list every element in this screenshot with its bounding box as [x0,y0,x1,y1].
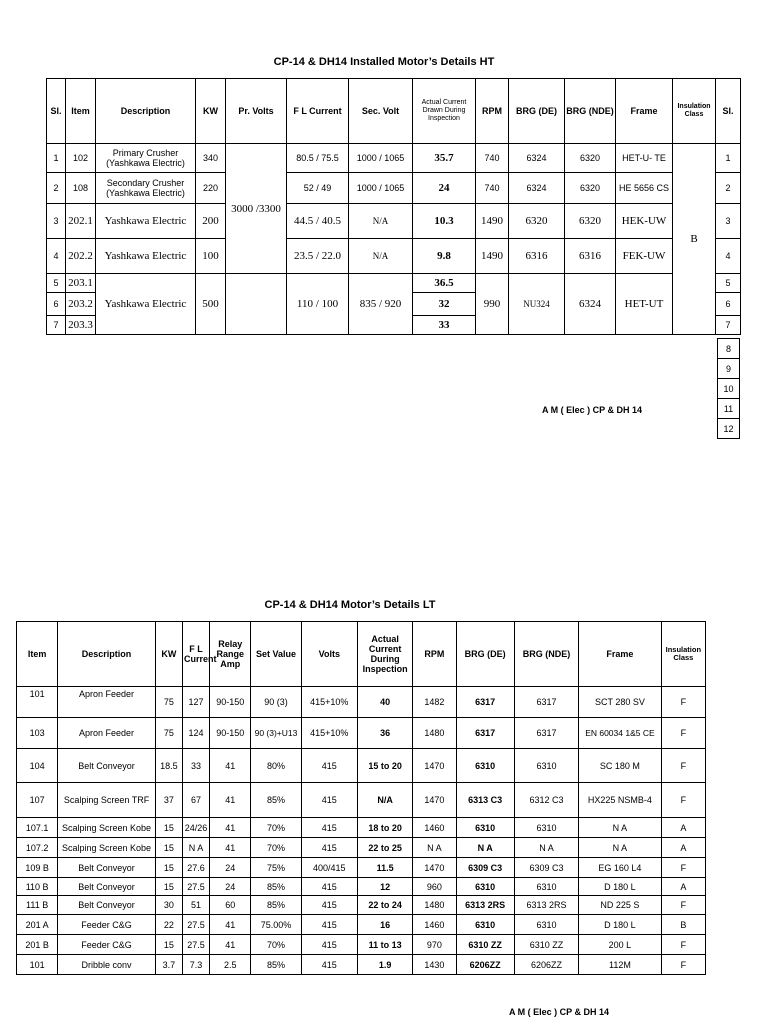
actual-current-cell: 36.5 [413,274,476,293]
fl-current-cell: 124 [182,718,209,749]
brg-nde-cell: 6310 [514,749,578,783]
sl-cell: 2 [47,173,66,204]
frame-cell: EG 160 L4 [579,858,661,878]
table-row [17,915,706,935]
actual-current-cell: 12 [357,878,412,896]
sl-right-cell: 9 [718,359,740,379]
actual-current-cell: 36 [357,718,412,749]
table-row [47,274,741,293]
item-cell: 201 B [17,935,58,955]
rpm-cell: 1482 [413,687,456,718]
lt-header-description: Description [58,622,156,687]
brg-nde-cell: 6310 [514,878,578,896]
actual-current-cell: 16 [357,915,412,935]
lt-header-kw: KW [155,622,182,687]
fl-current-cell: 127 [182,687,209,718]
sl-cell: 1 [47,144,66,173]
sec-volt-cell: 1000 / 1065 [349,173,413,204]
brg-nde-cell: 6317 [514,718,578,749]
brg-de-cell: 6310 [456,749,514,783]
rpm-cell: 1470 [413,749,456,783]
actual-current-cell: 22 to 25 [357,838,412,858]
item-cell: 203.2 [66,293,96,316]
fl-current-cell: 33 [182,749,209,783]
insulation-cell: F [661,935,705,955]
ht-header-item: Item [66,79,96,144]
kw-cell: 37 [155,783,182,818]
brg-de-cell: 6320 [509,204,565,239]
relay-range-cell: 24 [210,858,251,878]
item-cell: 203.1 [66,274,96,293]
lt-header-insulation: Insulation Class [661,622,705,687]
kw-cell: 100 [196,239,226,274]
actual-current-cell: 35.7 [413,144,476,173]
insulation-cell: F [661,687,705,718]
insulation-cell: F [661,896,705,915]
table-row [17,749,706,783]
insulation-class-cell: B [673,144,716,335]
lt-header-rpm: RPM [413,622,456,687]
volts-cell: 415 [301,749,357,783]
frame-cell: HET-UT [616,274,673,335]
description-cell: Scalping Screen TRF [58,783,156,818]
sl-right-cell: 6 [716,293,741,316]
kw-cell: 22 [155,915,182,935]
actual-current-cell: 40 [357,687,412,718]
fl-current-cell: 7.3 [182,955,209,975]
description-cell: Belt Conveyor [58,858,156,878]
brg-nde-cell: 6310 [514,915,578,935]
actual-current-cell: 22 to 24 [357,896,412,915]
set-value-cell: 70% [251,818,301,838]
sl-cell: 5 [47,274,66,293]
kw-cell: 75 [155,718,182,749]
rpm-cell: 1490 [476,204,509,239]
item-cell: 202.2 [66,239,96,274]
description-cell: Yashkawa Electric [96,274,196,335]
actual-current-cell: 11 to 13 [357,935,412,955]
table-row [17,838,706,858]
brg-nde-cell: 6312 C3 [514,783,578,818]
insulation-cell: F [661,749,705,783]
description-cell: Yashkawa Electric [96,204,196,239]
rpm-cell: 1460 [413,915,456,935]
kw-cell: 15 [155,935,182,955]
insulation-cell: A [661,878,705,896]
fl-current-cell: 110 / 100 [287,274,349,335]
item-cell: 104 [17,749,58,783]
frame-cell: FEK-UW [616,239,673,274]
table-row [17,878,706,896]
relay-range-cell: 41 [210,838,251,858]
frame-cell: HE 5656 CS [616,173,673,204]
sl-right-cell: 10 [718,379,740,399]
brg-de-cell: 6313 C3 [456,783,514,818]
description-cell: Scalping Screen Kobe [58,818,156,838]
table-row [47,173,741,204]
set-value-cell: 70% [251,935,301,955]
actual-current-cell: 10.3 [413,204,476,239]
fl-current-cell: 23.5 / 22.0 [287,239,349,274]
lt-table-title: CP-14 & DH14 Motor’s Details LT [264,599,436,611]
brg-de-cell: 6317 [456,687,514,718]
table-row [17,818,706,838]
item-cell: 107.1 [17,818,58,838]
brg-nde-cell: 6316 [565,239,616,274]
ht-header-frame: Frame [616,79,673,144]
frame-cell: N A [579,818,661,838]
brg-de-cell: 6310 ZZ [456,935,514,955]
sl-right-cell: 4 [716,239,741,274]
frame-cell: ND 225 S [579,896,661,915]
lt-header-row [17,622,706,687]
sl-cell: 4 [47,239,66,274]
volts-cell: 415 [301,783,357,818]
sl-right-cell: 12 [718,419,740,439]
relay-range-cell: 41 [210,783,251,818]
ht-header-brg-nde: BRG (NDE) [565,79,616,144]
lt-header-actual-current: Actual Current During Inspection [357,622,412,687]
item-cell: 201 A [17,915,58,935]
insulation-cell: F [661,718,705,749]
brg-nde-cell: 6320 [565,204,616,239]
brg-de-cell: 6313 2RS [456,896,514,915]
set-value-cell: 70% [251,838,301,858]
kw-cell: 18.5 [155,749,182,783]
rpm-cell: N A [413,838,456,858]
table-row [47,144,741,173]
relay-range-cell: 90-150 [210,687,251,718]
description-cell: Feeder C&G [58,915,156,935]
item-cell: 111 B [17,896,58,915]
insulation-cell: F [661,783,705,818]
item-cell: 103 [17,718,58,749]
fl-current-cell: 27.5 [182,915,209,935]
rpm-cell: 1480 [413,718,456,749]
volts-cell: 415 [301,915,357,935]
relay-range-cell: 41 [210,818,251,838]
set-value-cell: 85% [251,955,301,975]
table-row [17,718,706,749]
actual-current-cell: 33 [413,316,476,335]
set-value-cell: 90 (3) [251,687,301,718]
item-cell: 109 B [17,858,58,878]
kw-cell: 75 [155,687,182,718]
kw-cell: 200 [196,204,226,239]
table-row [17,955,706,975]
brg-de-cell: 6310 [456,915,514,935]
table-row [17,896,706,915]
insulation-cell: A [661,838,705,858]
description-cell: Apron Feeder [58,687,156,718]
frame-cell: D 180 L [579,878,661,896]
brg-nde-cell: 6310 ZZ [514,935,578,955]
sec-volt-cell: N/A [349,239,413,274]
sl-right-cell: 11 [718,399,740,419]
insulation-cell: A [661,818,705,838]
actual-current-cell: 32 [413,293,476,316]
brg-de-cell: 6309 C3 [456,858,514,878]
item-cell: 203.3 [66,316,96,335]
actual-current-cell: 18 to 20 [357,818,412,838]
lt-header-item: Item [17,622,58,687]
sec-volt-cell: N/A [349,204,413,239]
volts-cell: 415+10% [301,718,357,749]
lt-table-body [17,687,706,975]
pr-volts-blank-cell [226,274,287,335]
fl-current-cell: 24/26 [182,818,209,838]
lt-header-fl-current: F L Current [182,622,209,687]
frame-cell: HET-U- TE [616,144,673,173]
fl-current-cell: 27.5 [182,935,209,955]
sl-cell: 3 [47,204,66,239]
brg-nde-cell: 6206ZZ [514,955,578,975]
rpm-cell: 960 [413,878,456,896]
description-cell: Primary Crusher (Yashkawa Electric) [96,144,196,173]
brg-de-cell: 6324 [509,144,565,173]
item-cell: 110 B [17,878,58,896]
frame-cell: D 180 L [579,915,661,935]
kw-cell: 340 [196,144,226,173]
insulation-cell: F [661,858,705,878]
sec-volt-cell: 1000 / 1065 [349,144,413,173]
lt-header-brg-nde: BRG (NDE) [514,622,578,687]
volts-cell: 415 [301,955,357,975]
brg-de-cell: NU324 [509,274,565,335]
frame-cell: SC 180 M [579,749,661,783]
frame-cell: SCT 280 SV [579,687,661,718]
relay-range-cell: 41 [210,915,251,935]
brg-de-cell: 6317 [456,718,514,749]
description-cell: Belt Conveyor [58,749,156,783]
ht-header-sl: Sl. [47,79,66,144]
rpm-cell: 740 [476,144,509,173]
item-cell: 101 [17,955,58,975]
sec-volt-cell: 835 / 920 [349,274,413,335]
volts-cell: 415 [301,935,357,955]
set-value-cell: 80% [251,749,301,783]
kw-cell: 15 [155,858,182,878]
brg-nde-cell: 6313 2RS [514,896,578,915]
ht-header-sec-volt: Sec. Volt [349,79,413,144]
lt-header-frame: Frame [579,622,661,687]
relay-range-cell: 2.5 [210,955,251,975]
brg-de-cell: 6316 [509,239,565,274]
ht-extra-sl-column [717,338,740,439]
item-cell: 107.2 [17,838,58,858]
sl-right-cell: 5 [716,274,741,293]
brg-de-cell: 6206ZZ [456,955,514,975]
brg-nde-cell: 6317 [514,687,578,718]
frame-cell: N A [579,838,661,858]
table-row [17,935,706,955]
brg-de-cell: N A [456,838,514,858]
fl-current-cell: 52 / 49 [287,173,349,204]
ht-signature-note: A M ( Elec ) CP & DH 14 [542,405,643,415]
set-value-cell: 75% [251,858,301,878]
brg-de-cell: 6324 [509,173,565,204]
table-row [17,687,706,718]
volts-cell: 415+10% [301,687,357,718]
item-cell: 202.1 [66,204,96,239]
item-cell: 107 [17,783,58,818]
brg-de-cell: 6310 [456,818,514,838]
description-cell: Apron Feeder [58,718,156,749]
frame-cell: 112M [579,955,661,975]
set-value-cell: 85% [251,896,301,915]
actual-current-cell: 1.9 [357,955,412,975]
fl-current-cell: 27.6 [182,858,209,878]
set-value-cell: 75.00% [251,915,301,935]
item-cell: 101 [17,687,58,718]
sl-right-cell: 2 [716,173,741,204]
kw-cell: 500 [196,274,226,335]
kw-cell: 30 [155,896,182,915]
description-cell: Scalping Screen Kobe [58,838,156,858]
set-value-cell: 90 (3)+U13 [251,718,301,749]
actual-current-cell: 15 to 20 [357,749,412,783]
lt-header-relay-range: Relay Range Amp [210,622,251,687]
relay-range-cell: 60 [210,896,251,915]
fl-current-cell: 51 [182,896,209,915]
rpm-cell: 1490 [476,239,509,274]
brg-nde-cell: 6324 [565,274,616,335]
lt-signature-note: A M ( Elec ) CP & DH 14 [509,1007,610,1017]
description-cell: Yashkawa Electric [96,239,196,274]
lt-motor-table [16,621,706,975]
ht-header-row [47,79,741,144]
description-cell: Secondary Crusher (Yashkawa Electric) [96,173,196,204]
insulation-cell: F [661,955,705,975]
rpm-cell: 970 [413,935,456,955]
fl-current-cell: 27.5 [182,878,209,896]
relay-range-cell: 24 [210,878,251,896]
actual-current-cell: 11.5 [357,858,412,878]
actual-current-cell: N/A [357,783,412,818]
item-cell: 102 [66,144,96,173]
table-row [47,239,741,274]
ht-motor-table [46,78,741,335]
volts-cell: 415 [301,878,357,896]
brg-de-cell: 6310 [456,878,514,896]
ht-header-description: Description [96,79,196,144]
sl-right-cell: 3 [716,204,741,239]
fl-current-cell: 67 [182,783,209,818]
volts-cell: 415 [301,896,357,915]
kw-cell: 15 [155,818,182,838]
rpm-cell: 1470 [413,783,456,818]
set-value-cell: 85% [251,783,301,818]
ht-header-brg-de: BRG (DE) [509,79,565,144]
rpm-cell: 1460 [413,818,456,838]
relay-range-cell: 41 [210,749,251,783]
kw-cell: 3.7 [155,955,182,975]
ht-header-rpm: RPM [476,79,509,144]
description-cell: Feeder C&G [58,935,156,955]
rpm-cell: 1480 [413,896,456,915]
frame-cell: EN 60034 1&5 CE [579,718,661,749]
kw-cell: 15 [155,878,182,896]
ht-header-fl-current: F L Current [287,79,349,144]
rpm-cell: 990 [476,274,509,335]
frame-cell: HX225 NSMB-4 [579,783,661,818]
brg-nde-cell: 6310 [514,818,578,838]
actual-current-cell: 24 [413,173,476,204]
ht-table-title: CP-14 & DH14 Installed Motor’s Details HT [273,56,495,68]
table-row [17,858,706,878]
lt-header-set-value: Set Value [251,622,301,687]
actual-current-cell: 9.8 [413,239,476,274]
description-cell: Dribble conv [58,955,156,975]
ht-header-kw: KW [196,79,226,144]
brg-nde-cell: 6320 [565,144,616,173]
kw-cell: 220 [196,173,226,204]
description-cell: Belt Conveyor [58,878,156,896]
description-cell: Belt Conveyor [58,896,156,915]
rpm-cell: 1430 [413,955,456,975]
kw-cell: 15 [155,838,182,858]
table-row [47,204,741,239]
frame-cell: HEK-UW [616,204,673,239]
ht-header-sl-right: Sl. [716,79,741,144]
pr-volts-cell: 3000 /3300 [226,144,287,274]
frame-cell: 200 L [579,935,661,955]
rpm-cell: 1470 [413,858,456,878]
sl-right-cell: 1 [716,144,741,173]
fl-current-cell: 80.5 / 75.5 [287,144,349,173]
relay-range-cell: 90-150 [210,718,251,749]
brg-nde-cell: 6309 C3 [514,858,578,878]
item-cell: 108 [66,173,96,204]
insulation-cell: B [661,915,705,935]
ht-header-insulation: Insulation Class [673,79,716,144]
volts-cell: 415 [301,818,357,838]
fl-current-cell: N A [182,838,209,858]
relay-range-cell: 41 [210,935,251,955]
set-value-cell: 85% [251,878,301,896]
volts-cell: 400/415 [301,858,357,878]
ht-header-actual-current: Actual Current Drawn During Inspection [413,79,476,144]
lt-header-volts: Volts [301,622,357,687]
table-row [17,783,706,818]
sl-right-cell: 8 [718,339,740,359]
brg-nde-cell: 6320 [565,173,616,204]
ht-header-pr-volts: Pr. Volts [226,79,287,144]
fl-current-cell: 44.5 / 40.5 [287,204,349,239]
sl-right-cell: 7 [716,316,741,335]
rpm-cell: 740 [476,173,509,204]
volts-cell: 415 [301,838,357,858]
lt-header-brg-de: BRG (DE) [456,622,514,687]
sl-cell: 7 [47,316,66,335]
brg-nde-cell: N A [514,838,578,858]
sl-cell: 6 [47,293,66,316]
